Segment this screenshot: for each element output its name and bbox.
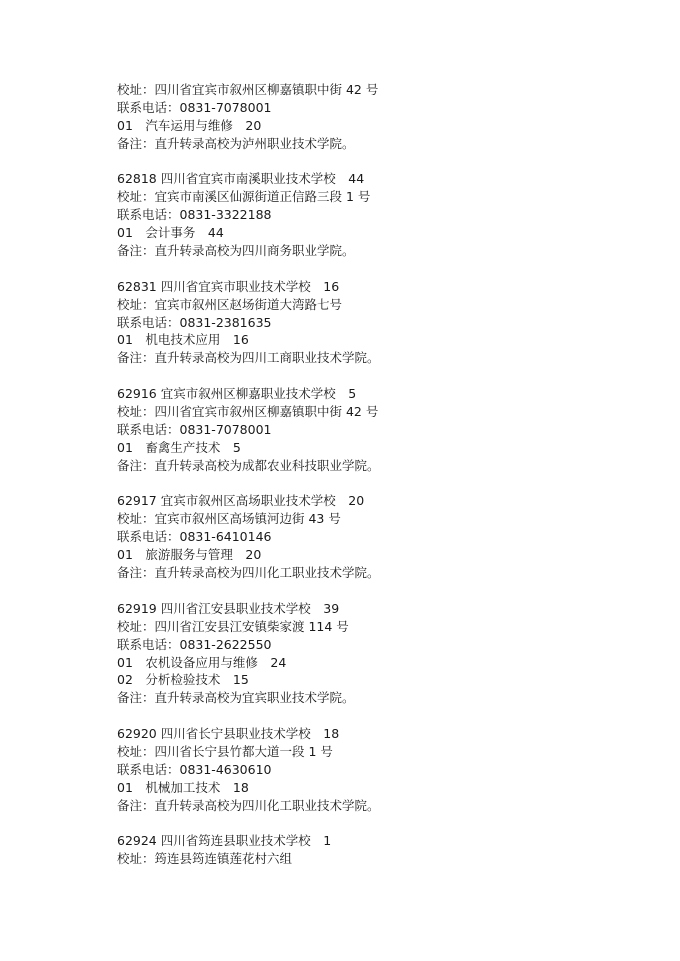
text-line: 备注：直升转录高校为成都农业科技职业学院。: [117, 457, 380, 473]
text-line: 备注：直升转录高校为四川工商职业技术学院。: [117, 350, 380, 366]
blank-line: [117, 475, 657, 493]
text-line: 备注：直升转录高校为四川化工职业技术学院。: [117, 797, 380, 813]
text-line: 校址：宜宾市南溪区仙源街道正信路三段 1 号: [117, 189, 371, 205]
text-line: 02 分析检验技术 15: [117, 672, 249, 688]
text-line: 备注：直升转录高校为四川商务职业学院。: [117, 243, 355, 259]
text-line: 校址：四川省宜宾市叙州区柳嘉镇职中街 42 号: [117, 82, 379, 97]
text-line: 联系电话：0831-4630610: [117, 761, 272, 777]
text-line: 校址：筠连县筠连镇莲花村六组: [117, 851, 293, 867]
blank-line: [117, 815, 657, 833]
text-line: 62919 四川省江安县职业技术学校 39: [117, 600, 340, 616]
text-line: 62924 四川省筠连县职业技术学校 1: [117, 833, 332, 849]
text-line: 01 旅游服务与管理 20: [117, 547, 262, 563]
text-line: 62831 四川省宜宾市职业技术学校 16: [117, 278, 340, 294]
text-line: 01 机电技术应用 16: [117, 332, 249, 348]
text-line: 校址：四川省江安县江安镇柴家渡 114 号: [117, 618, 349, 634]
text-line: 62916 宜宾市叙州区柳嘉职业技术学校 5: [117, 386, 357, 402]
text-line: 校址：四川省长宁县竹都大道一段 1 号: [117, 743, 333, 759]
text-line: 联系电话：0831-3322188: [117, 207, 272, 223]
blank-line: [117, 367, 657, 385]
text-line: 联系电话：0831-2622550: [117, 636, 272, 652]
text-line: 联系电话：0831-7078001: [117, 421, 272, 437]
blank-line: [117, 582, 657, 600]
text-line: 校址：宜宾市叙州区高场镇河边街 43 号: [117, 511, 341, 527]
text-line: 01 会计事务 44: [117, 225, 224, 241]
text-line: 备注：直升转录高校为宜宾职业技术学院。: [117, 690, 355, 706]
blank-line: [117, 707, 657, 725]
text-line: 01 机械加工技术 18: [117, 779, 249, 795]
text-line: 62818 四川省宜宾市南溪职业技术学校 44: [117, 171, 365, 187]
document-body: [117, 81, 657, 868]
blank-line: [117, 260, 657, 278]
text-line: 联系电话：0831-6410146: [117, 529, 272, 545]
text-line: 备注：直升转录高校为四川化工职业技术学院。: [117, 565, 380, 581]
text-line: 01 畜禽生产技术 5: [117, 439, 241, 455]
text-line: 62917 宜宾市叙州区高场职业技术学校 20: [117, 493, 365, 509]
text-line: 01 汽车运用与维修 20: [117, 117, 262, 133]
text-line: 备注：直升转录高校为泸州职业技术学院。: [117, 135, 355, 151]
text-line: 校址：宜宾市叙州区赵场街道大湾路七号: [117, 296, 343, 312]
text-line: 62920 四川省长宁县职业技术学校 18: [117, 726, 340, 742]
text-line: 01 农机设备应用与维修 24: [117, 654, 287, 670]
text-line: 联系电话：0831-2381635: [117, 314, 272, 330]
text-line: 联系电话：0831-7078001: [117, 99, 272, 115]
text-line: 校址：四川省宜宾市叙州区柳嘉镇职中街 42 号: [117, 404, 379, 420]
blank-line: [117, 153, 657, 171]
